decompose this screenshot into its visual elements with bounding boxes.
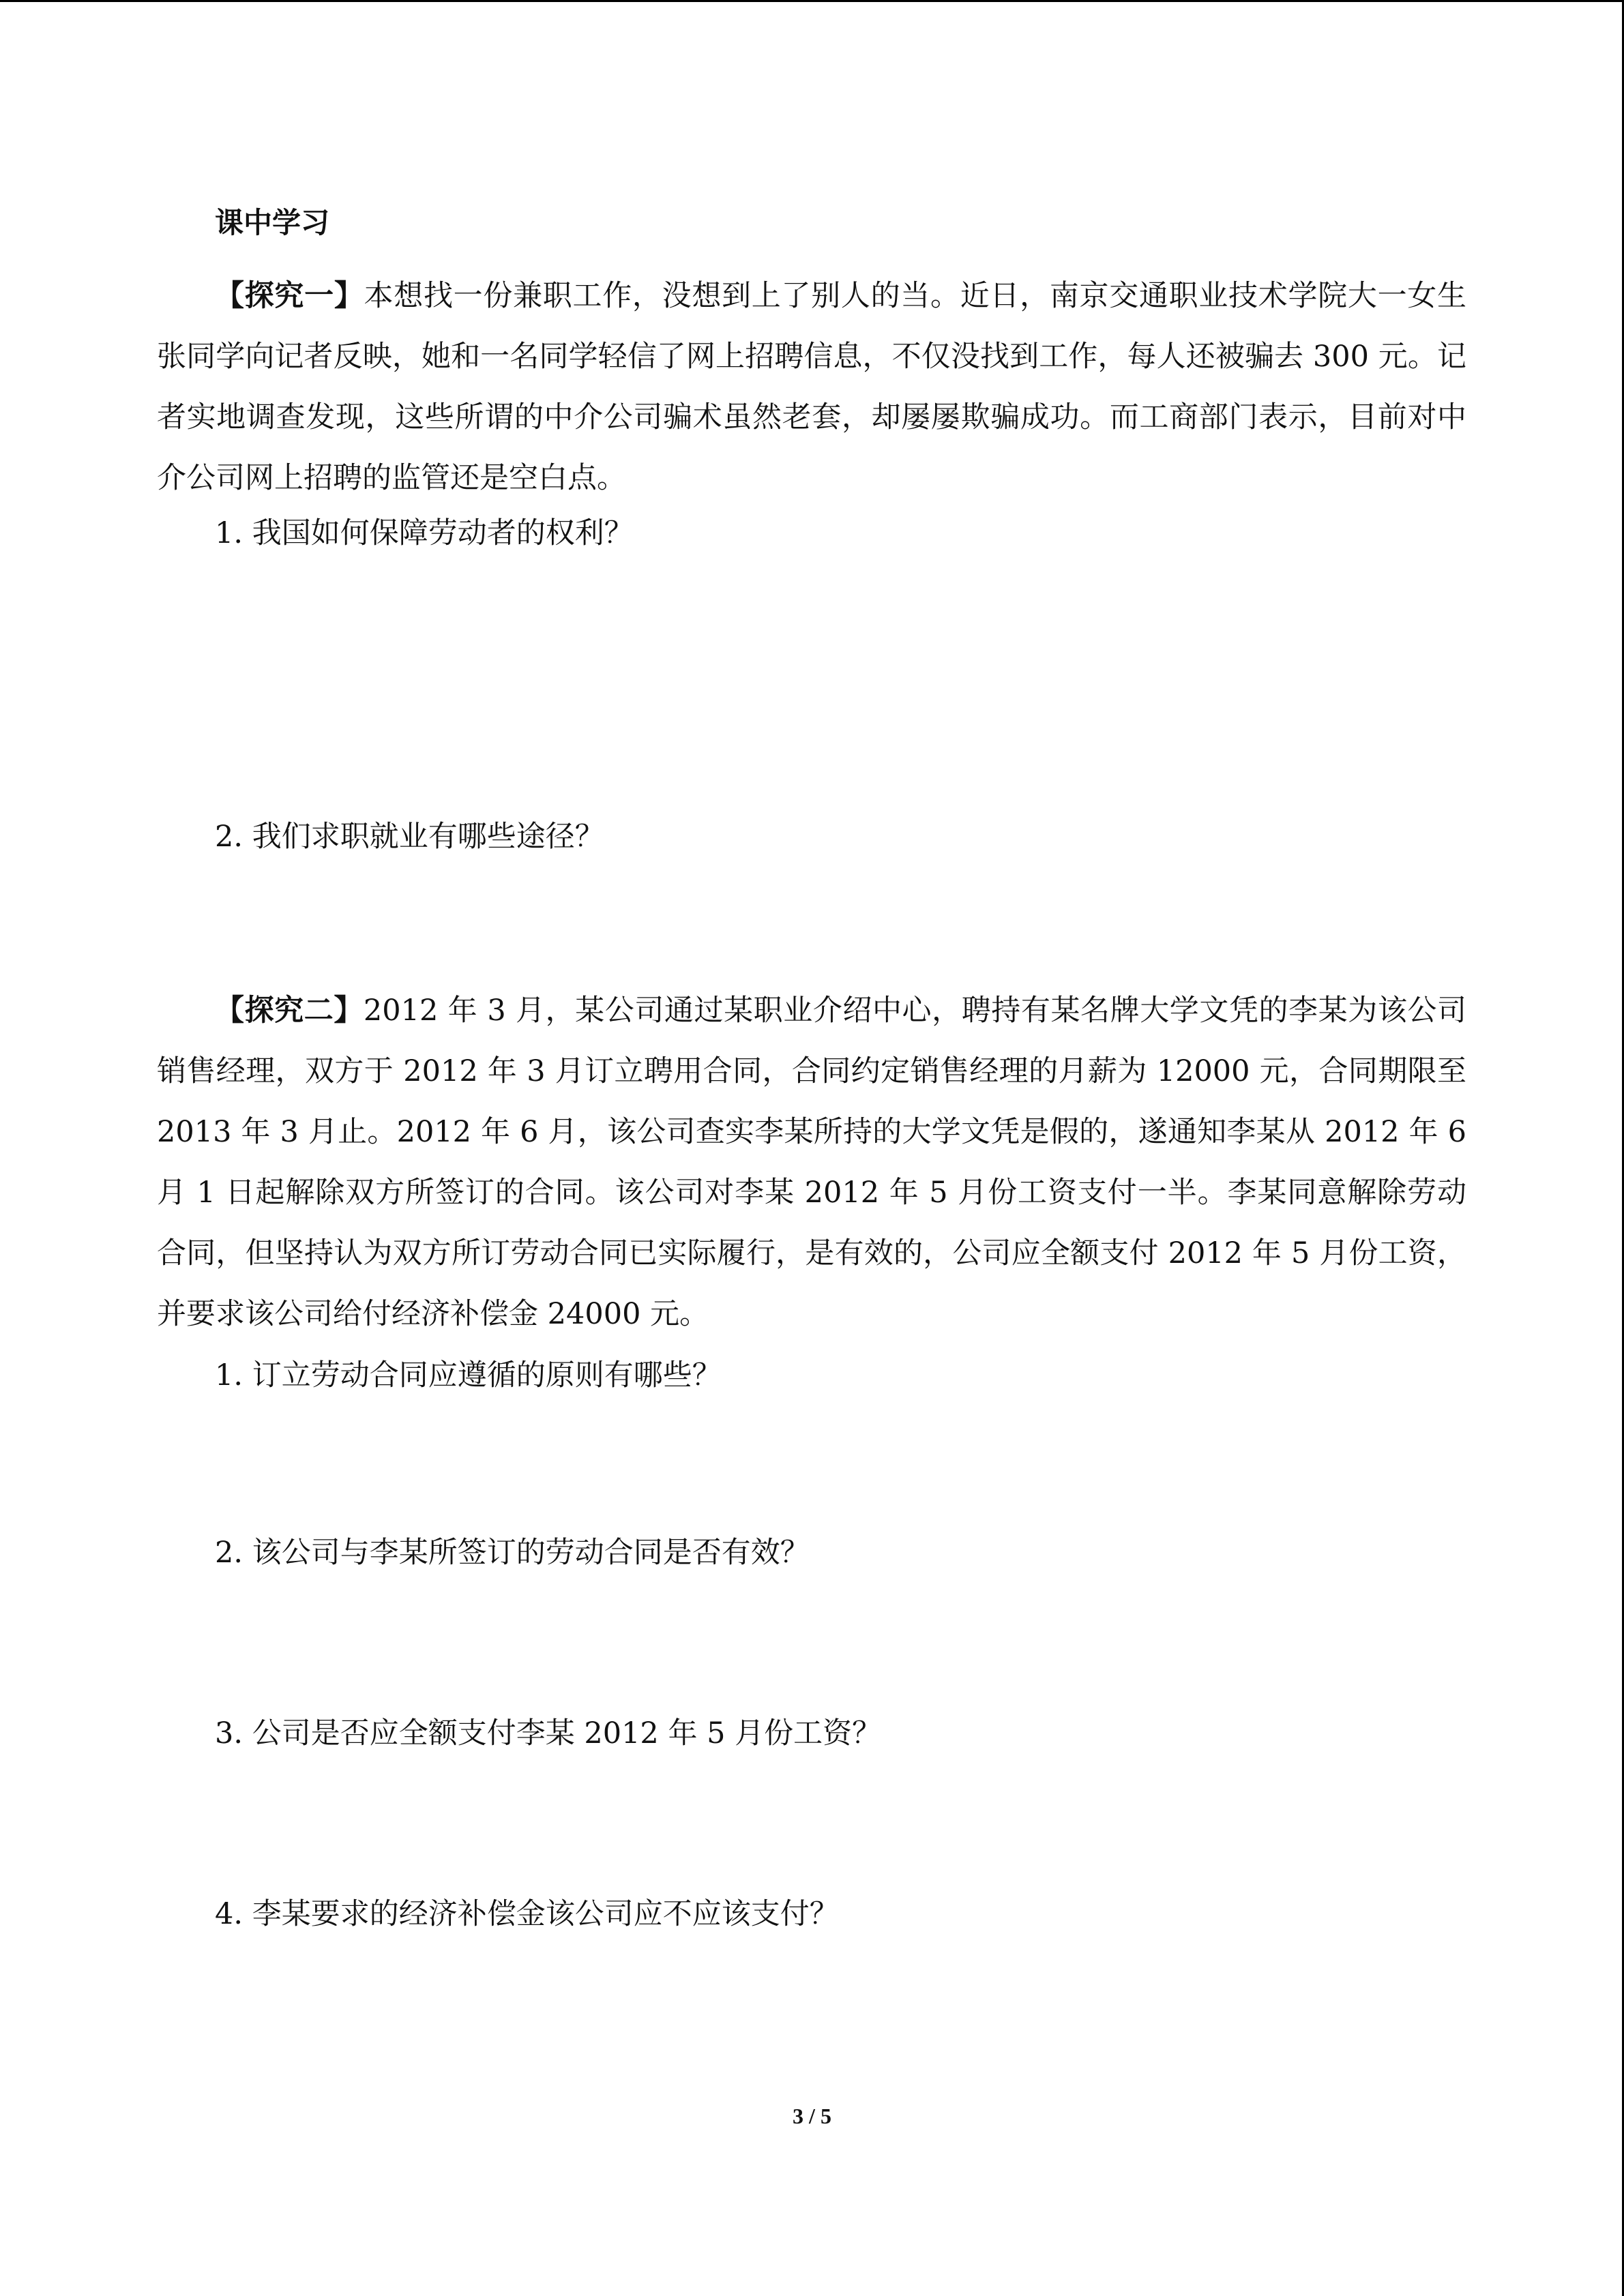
inquiry-2-question-2: 2. 该公司与李某所签订的劳动合同是否有效？ xyxy=(215,1536,810,1570)
inquiry-1-text: 本想找一份兼职工作，没想到上了别人的当。近日，南京交通职业技术学院大一女生张同学向记者反映，她和一名同学轻信了网上招聘信息，不仅没找到工作，每人还被骗去 300 元。记者实地调查发现，这些所谓的中介公司骗术虽然老套，却屡屡欺骗成功。而工商部门表示，目前对中介公司网上招聘的监管还是空白点。 xyxy=(157,279,1467,495)
inquiry-2-question-1: 1. 订立劳动合同应遵循的原则有哪些？ xyxy=(215,1358,722,1392)
inquiry-1-question-1: 1. 我国如何保障劳动者的权利？ xyxy=(215,516,634,550)
page-number: 3 / 5 xyxy=(793,2104,831,2128)
section-title: 课中学习 xyxy=(215,206,330,239)
inquiry-2-question-3: 3. 公司是否应全额支付李某 2012 年 5 月份工资？ xyxy=(215,1716,882,1750)
inquiry-1-question-2: 2. 我们求职就业有哪些途径？ xyxy=(215,820,604,854)
inquiry-2-paragraph xyxy=(157,981,1466,1345)
inquiry-1-paragraph xyxy=(157,266,1466,509)
inquiry-2-tag: 【探究二】 xyxy=(215,994,364,1028)
inquiry-2-text: 2012 年 3 月，某公司通过某职业介绍中心，聘持有某名牌大学文凭的李某为该公司销售经理，双方于 2012 年 3 月订立聘用合同，合同约定销售经理的月薪为 12000 元，合同期限至 2013 年 3 月止。2012 年 6 月，该公司查实李某所持的大学文凭是假的，遂通知李某从 2012 年 6 月 1 日起解除双方所签订的合同。该公司对李某 2012 年 5 月份工资支付一半。李某同意解除劳动合同，但坚持认为双方所订劳动合同已实际履行，是有效的，公司应全额支付 2012 年 5 月份工资，并要求该公司给付经济补偿金 24000 元。 xyxy=(157,994,1467,1331)
page-border-top xyxy=(0,0,1624,2)
inquiry-2-question-4: 4. 李某要求的经济补偿金该公司应不应该支付？ xyxy=(215,1897,839,1931)
inquiry-1-tag: 【探究一】 xyxy=(215,279,364,313)
